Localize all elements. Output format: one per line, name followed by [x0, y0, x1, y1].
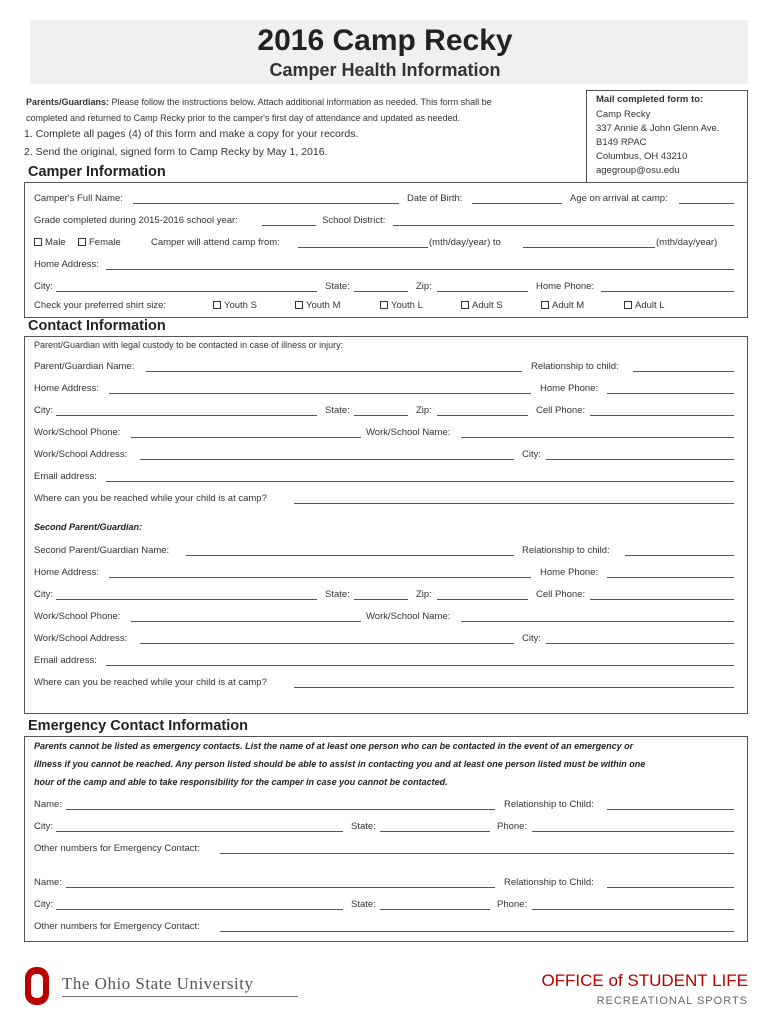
- second-reach-label: Where can you be reached while your child is at camp?: [34, 677, 267, 688]
- camper-full-name-label: Camper's Full Name:: [34, 193, 123, 204]
- attend-to-field[interactable]: [523, 247, 655, 248]
- parent-cell-phone-label: Cell Phone:: [536, 405, 586, 416]
- osu-wordmark-rule: [62, 996, 298, 997]
- step-2: 2. Send the original, signed form to Camp Recky by May 1, 2016.: [24, 146, 328, 158]
- second-cell-phone-label: Cell Phone:: [536, 589, 586, 600]
- checkbox-icon: [380, 301, 388, 309]
- emergency-name-label-1: Name:: [34, 799, 62, 810]
- parent-email-label: Email address:: [34, 471, 97, 482]
- page-subtitle: Camper Health Information: [269, 60, 501, 80]
- second-work-city-label: City:: [522, 633, 541, 644]
- emergency-name-label-2: Name:: [34, 877, 62, 888]
- emergency-other-field-1[interactable]: [220, 853, 734, 854]
- checkbox-icon: [213, 301, 221, 309]
- camper-city-field[interactable]: [56, 291, 317, 292]
- emergency-state-label-2: State:: [351, 899, 376, 910]
- emergency-phone-field-2[interactable]: [532, 909, 734, 910]
- emergency-state-label-1: State:: [351, 821, 376, 832]
- checkbox-icon: [624, 301, 632, 309]
- parent-state-label: State:: [325, 405, 350, 416]
- intro-line-1: [26, 97, 492, 107]
- parent-name-label: Parent/Guardian Name:: [34, 361, 135, 372]
- parent-zip-label: Zip:: [416, 405, 432, 416]
- parent-reach-field[interactable]: [294, 503, 734, 504]
- emergency-state-field-2[interactable]: [380, 909, 490, 910]
- parent-work-city-label: City:: [522, 449, 541, 460]
- second-city-label: City:: [34, 589, 53, 600]
- emergency-city-field-1[interactable]: [56, 831, 343, 832]
- second-cell-phone-field[interactable]: [590, 599, 734, 600]
- checkbox-icon: [78, 238, 86, 246]
- shirt-youth-m-checkbox[interactable]: [295, 300, 341, 311]
- emergency-other-field-2[interactable]: [220, 931, 734, 932]
- emergency-note-1: Parents cannot be listed as emergency contacts. List the name of at least one person who can be contacted in the event of an emergency or: [34, 741, 634, 751]
- emergency-relationship-field-1[interactable]: [607, 809, 734, 810]
- emergency-city-label-1: City:: [34, 821, 53, 832]
- emergency-state-field-1[interactable]: [380, 831, 490, 832]
- second-work-name-label: Work/School Name:: [366, 611, 451, 622]
- emergency-relationship-label-1: Relationship to Child:: [504, 799, 594, 810]
- shirt-adult-m-checkbox[interactable]: [541, 300, 584, 311]
- second-email-label: Email address:: [34, 655, 97, 666]
- camper-home-address-field[interactable]: [106, 269, 734, 270]
- shirt-youth-s-checkbox[interactable]: [213, 300, 257, 311]
- second-relationship-field[interactable]: [625, 555, 734, 556]
- parent-zip-field[interactable]: [437, 415, 528, 416]
- parent-home-phone-label: Home Phone:: [540, 383, 599, 394]
- emergency-note-2: illness if you cannot be reached. Any person listed should be able to assist in contacting you and at least one person listed must be within one: [34, 759, 646, 769]
- emergency-name-field-1[interactable]: [66, 809, 495, 810]
- shirt-youth-l-checkbox[interactable]: [380, 300, 423, 311]
- camper-full-name-field[interactable]: [133, 203, 399, 204]
- second-reach-field[interactable]: [294, 687, 734, 688]
- second-home-address-label: Home Address:: [34, 567, 99, 578]
- parent-home-phone-field[interactable]: [607, 393, 734, 394]
- office-student-life-wordmark: OFFICE of STUDENT LIFE: [541, 971, 748, 990]
- camper-section-title: Camper Information: [28, 164, 166, 180]
- checkbox-icon: [541, 301, 549, 309]
- checkbox-icon: [295, 301, 303, 309]
- mail-line-3: B149 RPAC: [596, 137, 647, 148]
- parent-city-label: City:: [34, 405, 53, 416]
- emergency-phone-label-1: Phone:: [497, 821, 528, 832]
- mail-line-2: 337 Annie & John Glenn Ave.: [596, 123, 720, 134]
- second-zip-label: Zip:: [416, 589, 432, 600]
- second-city-field[interactable]: [56, 599, 317, 600]
- parent-work-city-field[interactable]: [546, 459, 734, 460]
- shirt-size-label-adult-m: Adult M: [552, 300, 585, 311]
- emergency-name-field-2[interactable]: [66, 887, 495, 888]
- page-title: 2016 Camp Recky: [257, 24, 513, 57]
- emergency-other-label-1: Other numbers for Emergency Contact:: [34, 843, 200, 854]
- mail-line-1: Camp Recky: [596, 109, 651, 120]
- emergency-city-field-2[interactable]: [56, 909, 343, 910]
- parent-relationship-label: Relationship to child:: [531, 361, 619, 372]
- parent-work-phone-field[interactable]: [131, 437, 361, 438]
- parent-reach-label: Where can you be reached while your child is at camp?: [34, 493, 267, 504]
- custody-note: Parent/Guardian with legal custody to be contacted in case of illness or injury:: [34, 340, 344, 350]
- step-1: 1. Complete all pages (4) of this form and make a copy for your records.: [24, 128, 359, 140]
- second-work-address-label: Work/School Address:: [34, 633, 128, 644]
- second-parent-name-label: Second Parent/Guardian Name:: [34, 545, 170, 556]
- checkbox-icon: [461, 301, 469, 309]
- attend-from-field[interactable]: [298, 247, 428, 248]
- parent-work-address-label: Work/School Address:: [34, 449, 128, 460]
- shirt-size-label: Check your preferred shirt size:: [34, 300, 166, 311]
- grade-field[interactable]: [262, 225, 316, 226]
- dob-label: Date of Birth:: [407, 193, 463, 204]
- shirt-adult-s-checkbox[interactable]: [461, 300, 503, 311]
- parent-home-address-label: Home Address:: [34, 383, 99, 394]
- shirt-size-label-adult-l: Adult L: [635, 300, 665, 311]
- second-work-phone-label: Work/School Phone:: [34, 611, 121, 622]
- mail-line-4: Columbus, OH 43210: [596, 151, 688, 162]
- second-email-field[interactable]: [106, 665, 734, 666]
- second-home-phone-field[interactable]: [607, 577, 734, 578]
- mail-title: Mail completed form to:: [596, 94, 704, 105]
- parent-work-name-label: Work/School Name:: [366, 427, 451, 438]
- male-label: Male: [45, 237, 66, 248]
- shirt-size-label-adult-s: Adult S: [472, 300, 503, 311]
- second-work-address-field[interactable]: [140, 643, 514, 644]
- camper-home-address-label: Home Address:: [34, 259, 99, 270]
- shirt-size-label-youth-l: Youth L: [391, 300, 423, 311]
- district-field[interactable]: [393, 225, 734, 226]
- recreational-sports-wordmark: RECREATIONAL SPORTS: [596, 995, 748, 1007]
- camper-zip-field[interactable]: [437, 291, 528, 292]
- emergency-relationship-label-2: Relationship to Child:: [504, 877, 594, 888]
- second-relationship-label: Relationship to child:: [522, 545, 610, 556]
- osu-wordmark: The Ohio State University: [62, 974, 254, 993]
- second-home-phone-label: Home Phone:: [540, 567, 599, 578]
- male-checkbox[interactable]: [34, 237, 66, 248]
- age-label: Age on arrival at camp:: [570, 193, 668, 204]
- emergency-phone-label-2: Phone:: [497, 899, 528, 910]
- grade-label: Grade completed during 2015-2016 school year:: [34, 215, 238, 226]
- parent-home-address-field[interactable]: [109, 393, 531, 394]
- emergency-other-label-2: Other numbers for Emergency Contact:: [34, 921, 200, 932]
- second-home-address-field[interactable]: [109, 577, 531, 578]
- parent-name-field[interactable]: [146, 371, 522, 372]
- parent-work-name-field[interactable]: [461, 437, 734, 438]
- parent-work-address-field[interactable]: [140, 459, 514, 460]
- second-zip-field[interactable]: [437, 599, 528, 600]
- intro-line-2: completed and returned to Camp Recky prior to the camper's first day of attendance and updated as needed.: [26, 113, 460, 123]
- contact-section-title: Contact Information: [28, 318, 166, 334]
- emergency-city-label-2: City:: [34, 899, 53, 910]
- parent-cell-phone-field[interactable]: [590, 415, 734, 416]
- emergency-relationship-field-2[interactable]: [607, 887, 734, 888]
- female-label: Female: [89, 237, 121, 248]
- parent-relationship-field[interactable]: [633, 371, 734, 372]
- second-parent-title: Second Parent/Guardian:: [34, 522, 143, 532]
- shirt-size-label-youth-s: Youth S: [224, 300, 257, 311]
- second-parent-name-field[interactable]: [186, 555, 514, 556]
- emergency-note-3: hour of the camp and able to take responsibility for the camper in case you cannot be contacted.: [34, 777, 448, 787]
- age-field[interactable]: [679, 203, 734, 204]
- parent-state-field[interactable]: [354, 415, 408, 416]
- mail-line-5: agegroup@osu.edu: [596, 165, 680, 176]
- emergency-section-title: Emergency Contact Information: [28, 718, 248, 734]
- second-work-city-field[interactable]: [546, 643, 734, 644]
- second-work-phone-field[interactable]: [131, 621, 361, 622]
- camper-state-field[interactable]: [354, 291, 408, 292]
- attend-mdy-label: (mth/day/year): [656, 237, 718, 248]
- second-state-field[interactable]: [354, 599, 408, 600]
- second-work-name-field[interactable]: [461, 621, 734, 622]
- camper-zip-label: Zip:: [416, 281, 432, 292]
- parent-city-field[interactable]: [56, 415, 317, 416]
- emergency-phone-field-1[interactable]: [532, 831, 734, 832]
- intro-lead-text: Please follow the instructions below. Attach additional information as needed. This form shall be: [109, 97, 492, 107]
- parent-email-field[interactable]: [106, 481, 734, 482]
- checkbox-icon: [34, 238, 42, 246]
- attend-mdy-to-label: (mth/day/year) to: [429, 237, 501, 248]
- camper-state-label: State:: [325, 281, 350, 292]
- intro-lead-bold: Parents/Guardians:: [26, 97, 110, 107]
- parent-work-phone-label: Work/School Phone:: [34, 427, 121, 438]
- second-state-label: State:: [325, 589, 350, 600]
- district-label: School District:: [322, 215, 386, 226]
- osu-block-o-logo-icon: [24, 966, 50, 1006]
- shirt-size-label-youth-m: Youth M: [306, 300, 341, 311]
- shirt-adult-l-checkbox[interactable]: [624, 300, 665, 311]
- dob-field[interactable]: [472, 203, 562, 204]
- camper-home-phone-field[interactable]: [601, 291, 734, 292]
- camper-home-phone-label: Home Phone:: [536, 281, 595, 292]
- camper-city-label: City:: [34, 281, 53, 292]
- female-checkbox[interactable]: [78, 237, 121, 248]
- attend-from-label: Camper will attend camp from:: [151, 237, 280, 248]
